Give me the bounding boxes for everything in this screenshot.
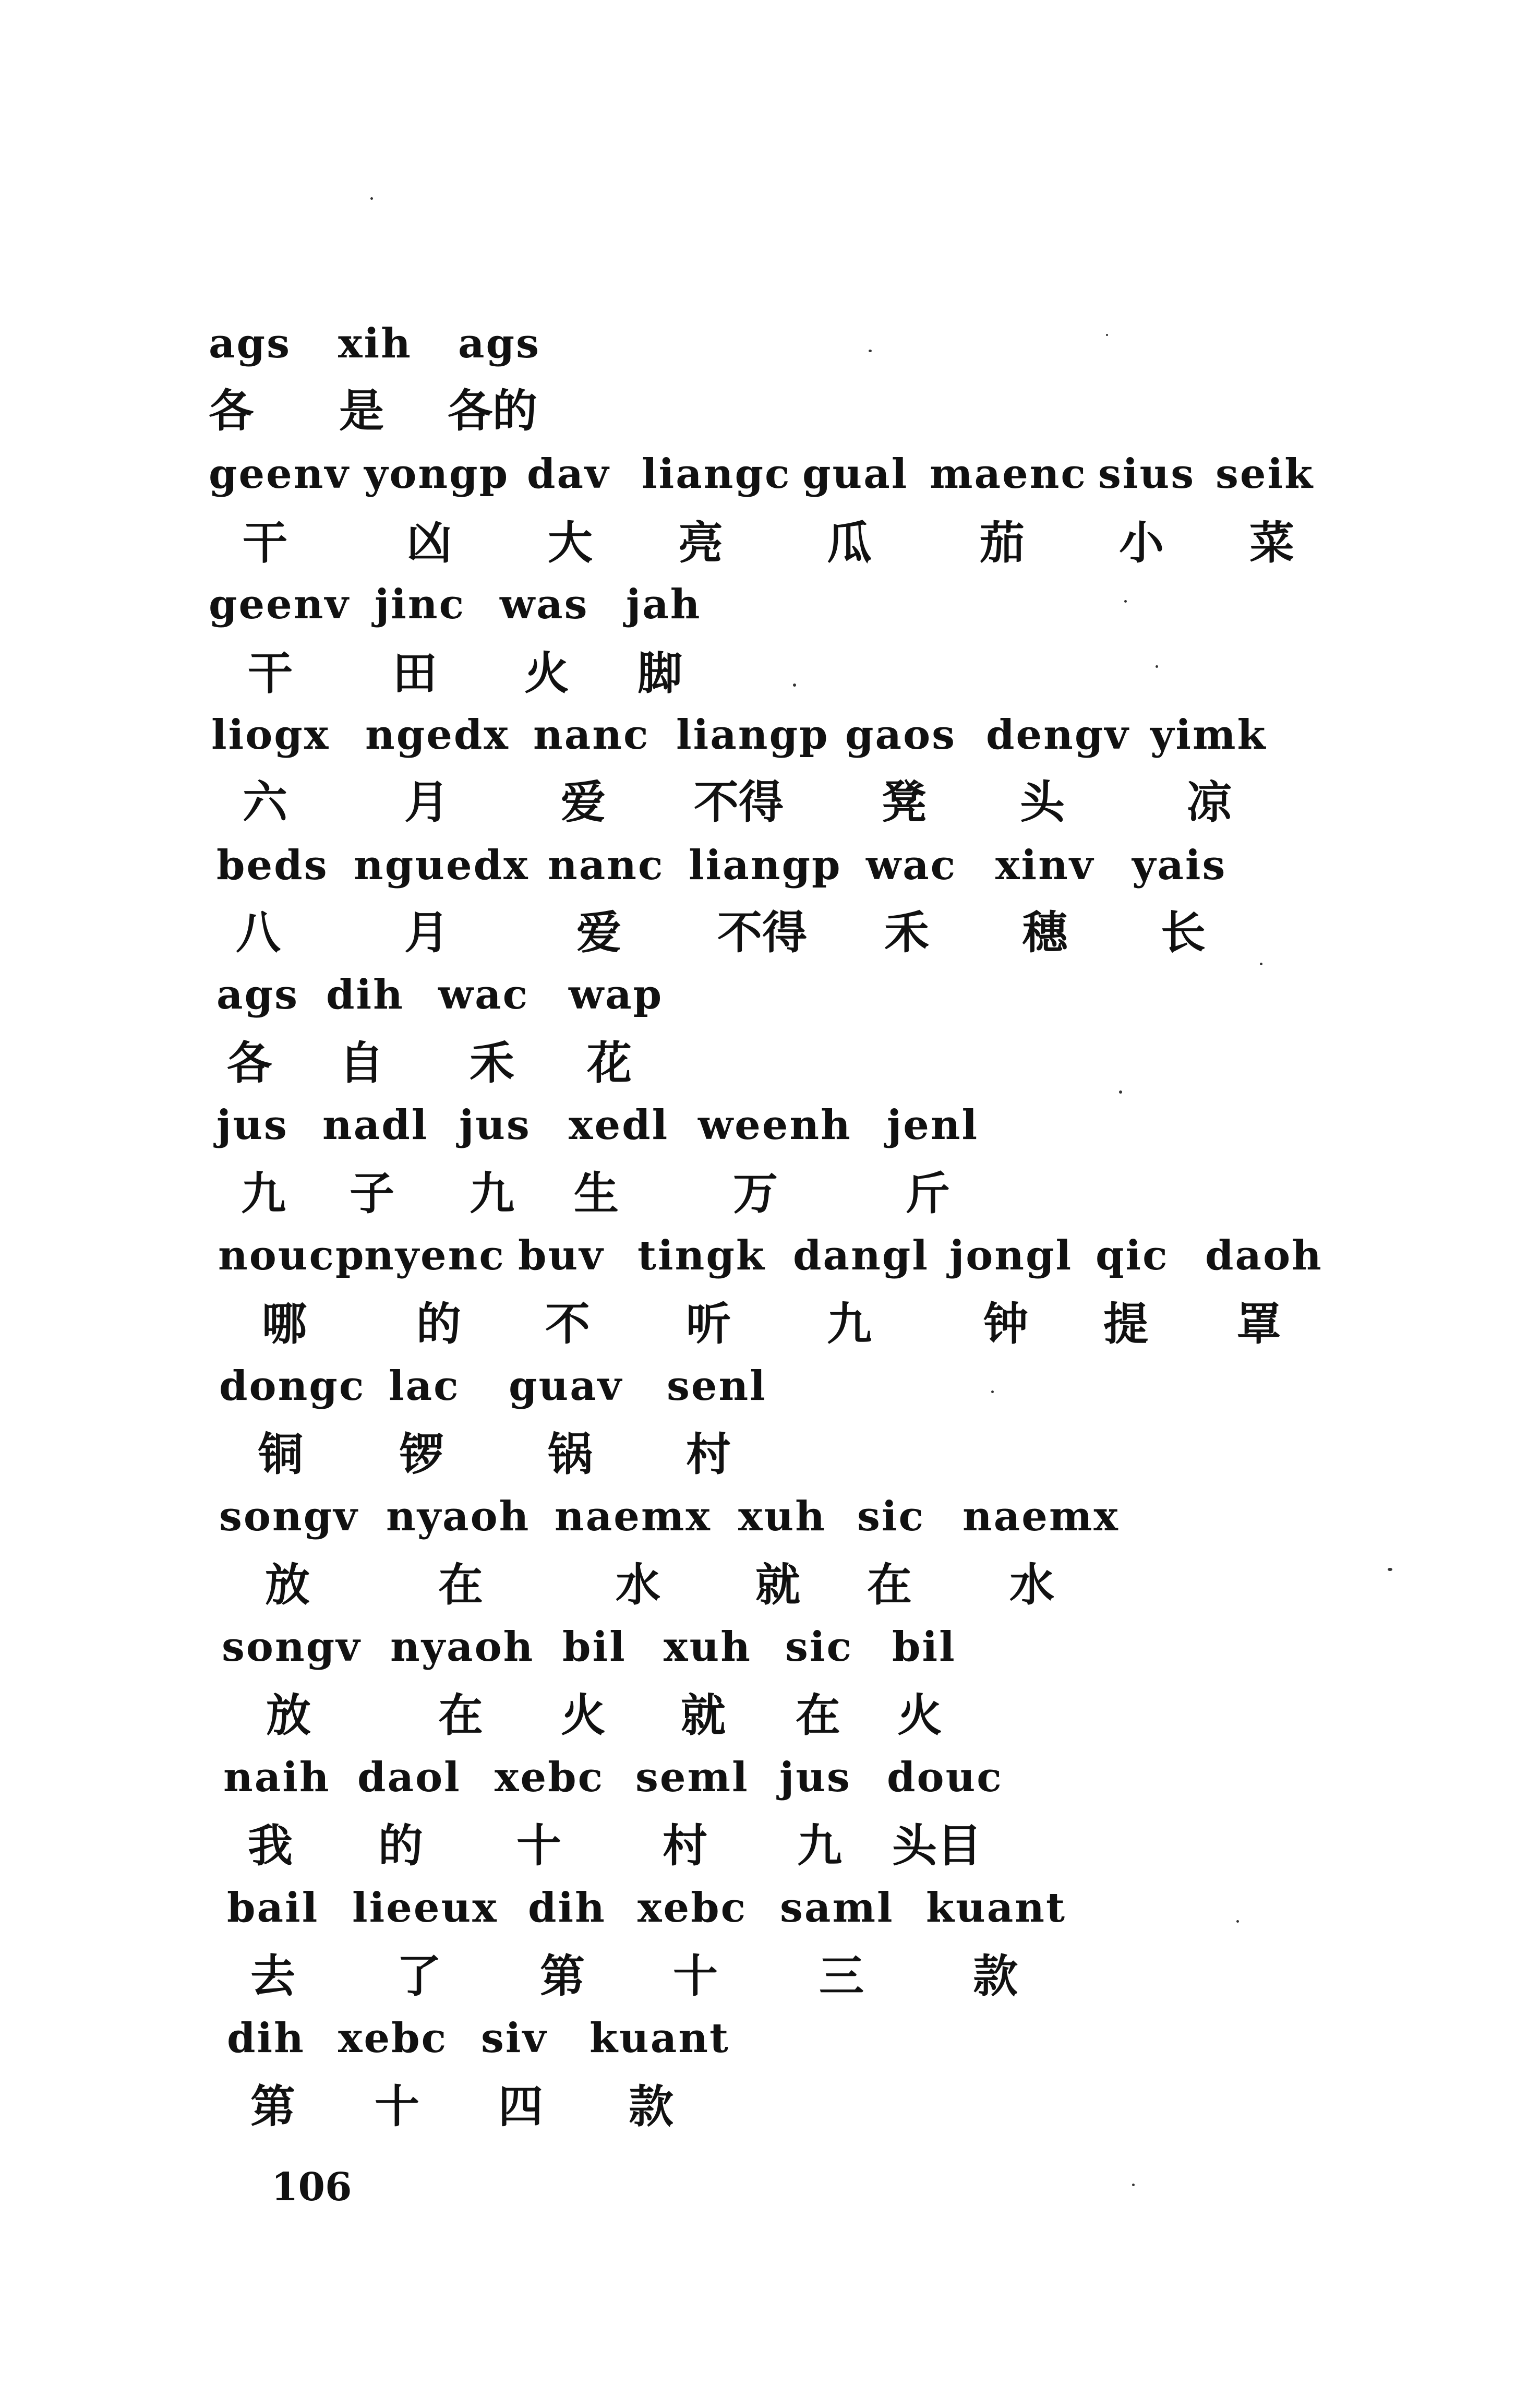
chinese-word: 瓜 (827, 517, 872, 569)
chinese-gloss-line (0, 1298, 1540, 1370)
romanized-line (0, 1623, 1540, 1695)
romanized-word: bail (227, 1884, 319, 1932)
chinese-word: 爱 (561, 776, 606, 829)
romanized-word: xinv (995, 842, 1095, 889)
romanized-word: xebc (338, 2015, 448, 2062)
chinese-gloss-line (0, 1820, 1540, 1891)
chinese-word: 菜 (1249, 517, 1294, 569)
romanized-word: jus (216, 1101, 288, 1149)
chinese-word: 在 (438, 1559, 483, 1611)
chinese-word: 九 (827, 1298, 872, 1350)
romanized-line (0, 320, 1540, 391)
chinese-word: 亮 (678, 517, 723, 569)
romanized-word: qic (1096, 1232, 1169, 1279)
chinese-word: 干 (248, 648, 293, 700)
romanized-line (0, 1101, 1540, 1173)
romanized-word: liogx (211, 711, 330, 759)
romanized-word: sic (785, 1623, 853, 1671)
chinese-word: 了 (396, 1950, 441, 2003)
chinese-word: 火 (561, 1689, 606, 1742)
romanized-line (0, 1362, 1540, 1434)
chinese-gloss-line (0, 1559, 1540, 1630)
romanized-word: xebc (495, 1754, 605, 1801)
chinese-gloss-line (0, 1950, 1540, 2022)
romanized-word: lieeux (352, 1884, 498, 1932)
chinese-word: 提 (1103, 1298, 1148, 1350)
romanized-word: nadl (322, 1101, 429, 1149)
scan-speck (991, 1390, 994, 1393)
romanized-word: kuant (926, 1884, 1067, 1932)
romanized-word: geenv (209, 450, 350, 498)
romanized-word: bil (892, 1623, 956, 1671)
chinese-word: 头 (1020, 776, 1065, 829)
chinese-word: 放 (265, 1559, 310, 1611)
romanized-line (0, 2015, 1540, 2086)
romanized-word: jus (459, 1101, 531, 1149)
chinese-word: 在 (438, 1689, 483, 1742)
chinese-gloss-line (0, 1429, 1540, 1500)
romanized-word: dih (326, 971, 404, 1018)
romanized-word: jongl (949, 1232, 1073, 1279)
chinese-gloss-line (0, 907, 1540, 978)
chinese-gloss-line (0, 648, 1540, 719)
romanized-word: seml (635, 1754, 749, 1801)
romanized-word: daol (357, 1754, 461, 1801)
chinese-word: 在 (796, 1689, 840, 1742)
scan-speck (1106, 334, 1108, 336)
chinese-word: 各 (227, 1037, 272, 1089)
romanized-word: xedl (569, 1101, 669, 1149)
chinese-gloss-line (0, 2081, 1540, 2152)
chinese-word: 是 (339, 385, 384, 437)
chinese-word: 九 (470, 1168, 514, 1220)
chinese-word: 各 (209, 385, 254, 437)
chinese-word: 火 (897, 1689, 942, 1742)
romanized-word: guav (509, 1362, 623, 1410)
romanized-word: jus (779, 1754, 851, 1801)
chinese-word: 长 (1161, 907, 1206, 959)
chinese-word: 十 (516, 1820, 561, 1872)
romanized-word: ags (209, 320, 291, 367)
romanized-word: seik (1216, 450, 1315, 498)
romanized-word: wac (438, 971, 530, 1018)
chinese-gloss-line (0, 1037, 1540, 1109)
romanized-line (0, 1493, 1540, 1564)
chinese-word: 爱 (576, 907, 621, 959)
chinese-word: 生 (574, 1168, 619, 1220)
chinese-word: 村 (663, 1820, 707, 1872)
chinese-word: 万 (733, 1168, 778, 1220)
chinese-word: 哪 (262, 1298, 307, 1350)
romanized-line (0, 1232, 1540, 1303)
chinese-word: 月 (404, 776, 449, 829)
romanized-word: dih (528, 1884, 606, 1932)
chinese-word: 大 (548, 517, 593, 569)
chinese-word: 子 (350, 1168, 394, 1220)
chinese-word: 三 (819, 1950, 864, 2003)
romanized-word: siv (481, 2015, 548, 2062)
scan-speck (1236, 1920, 1239, 1923)
romanized-word: nyaoh (390, 1623, 535, 1671)
romanized-word: daoh (1205, 1232, 1323, 1279)
scan-speck (370, 197, 373, 200)
chinese-word: 款 (973, 1950, 1018, 2003)
romanized-line (0, 1754, 1540, 1825)
chinese-word: 凶 (407, 517, 452, 569)
romanized-word: yongp (364, 450, 510, 498)
romanized-word: xih (338, 320, 412, 367)
romanized-line (0, 842, 1540, 913)
chinese-word: 四 (498, 2081, 543, 2133)
romanized-word: liangp (689, 842, 842, 889)
chinese-word: 第 (540, 1950, 585, 2003)
romanized-word: nyenc (364, 1232, 506, 1279)
chinese-word: 九 (241, 1168, 286, 1220)
chinese-word: 罩 (1236, 1298, 1281, 1350)
chinese-word: 田 (392, 648, 437, 700)
romanized-word: liangp (676, 711, 829, 759)
romanized-line (0, 581, 1540, 652)
chinese-word: 凉 (1187, 776, 1232, 829)
chinese-word: 火 (524, 648, 569, 700)
chinese-word: 锣 (399, 1429, 444, 1481)
romanized-word: ngedx (365, 711, 510, 759)
romanized-word: dangl (793, 1232, 929, 1279)
romanized-word: songv (222, 1623, 362, 1671)
chinese-word: 九 (797, 1820, 842, 1872)
romanized-word: jenl (887, 1101, 979, 1149)
romanized-word: nguedx (354, 842, 530, 889)
romanized-word: geenv (209, 581, 350, 628)
scan-speck (1260, 963, 1262, 965)
scan-speck (1388, 1568, 1392, 1571)
chinese-gloss-line (0, 1168, 1540, 1239)
romanized-word: noucp (218, 1232, 366, 1279)
chinese-word: 款 (629, 2081, 673, 2133)
chinese-word: 禾 (884, 907, 929, 959)
chinese-word: 脚 (637, 648, 682, 700)
romanized-word: jah (626, 581, 702, 628)
chinese-word: 钟 (983, 1298, 1028, 1350)
romanized-word: tingk (637, 1232, 766, 1279)
chinese-word: 放 (266, 1689, 311, 1742)
romanized-word: wap (569, 971, 664, 1018)
chinese-word: 就 (755, 1559, 800, 1611)
chinese-word: 去 (250, 1950, 295, 2003)
chinese-word: 十 (375, 2081, 419, 2133)
romanized-word: ags (458, 320, 540, 367)
romanized-word: dengv (986, 711, 1130, 759)
chinese-word: 花 (587, 1037, 632, 1089)
scan-speck (1119, 1090, 1122, 1094)
chinese-word: 头目 (892, 1820, 982, 1872)
chinese-gloss-line (0, 385, 1540, 457)
chinese-word: 在 (867, 1559, 912, 1611)
chinese-gloss-line (0, 776, 1540, 848)
romanized-word: naemx (555, 1493, 712, 1540)
chinese-word: 的 (378, 1820, 423, 1872)
romanized-word: xuh (738, 1493, 826, 1540)
romanized-word: bil (562, 1623, 627, 1671)
scan-speck (869, 350, 872, 352)
chinese-word: 十 (673, 1950, 718, 2003)
romanized-word: weenh (698, 1101, 852, 1149)
chinese-word: 干 (243, 517, 287, 569)
chinese-word: 八 (236, 907, 281, 959)
romanized-word: naemx (962, 1493, 1120, 1540)
romanized-word: lac (389, 1362, 460, 1410)
page-number: 106 (271, 2165, 352, 2210)
romanized-word: sic (857, 1493, 925, 1540)
romanized-line (0, 971, 1540, 1042)
chinese-word: 自 (339, 1037, 384, 1089)
chinese-word: 就 (681, 1689, 726, 1742)
scan-speck (1124, 600, 1127, 603)
chinese-word: 茄 (980, 517, 1025, 569)
romanized-word: liangc (642, 450, 791, 498)
romanized-word: was (500, 581, 589, 628)
chinese-word: 斤 (905, 1168, 950, 1220)
chinese-gloss-line (0, 517, 1540, 589)
romanized-word: songv (219, 1493, 359, 1540)
romanized-word: saml (780, 1884, 894, 1932)
romanized-word: nanc (533, 711, 650, 759)
romanized-word: yais (1132, 842, 1227, 889)
romanized-word: maenc (930, 450, 1087, 498)
romanized-word: gual (802, 450, 909, 498)
romanized-word: douc (887, 1754, 1003, 1801)
chinese-word: 水 (1009, 1559, 1054, 1611)
romanized-word: buv (518, 1232, 605, 1279)
chinese-word: 第 (250, 2081, 295, 2133)
romanized-word: ags (216, 971, 299, 1018)
romanized-line (0, 450, 1540, 522)
romanized-word: dih (227, 2015, 305, 2062)
chinese-word: 锅 (548, 1429, 593, 1481)
romanized-word: jinc (375, 581, 466, 628)
romanized-line (0, 1884, 1540, 1956)
chinese-word: 各的 (448, 385, 537, 437)
romanized-word: naih (223, 1754, 331, 1801)
scan-speck (1132, 2184, 1135, 2186)
chinese-word: 穗 (1022, 907, 1067, 959)
chinese-word: 水 (616, 1559, 660, 1611)
romanized-word: nanc (548, 842, 665, 889)
romanized-word: yimk (1150, 711, 1267, 759)
chinese-word: 六 (243, 776, 287, 829)
scan-speck (793, 684, 796, 687)
romanized-word: senl (667, 1362, 767, 1410)
romanized-word: kuant (589, 2015, 730, 2062)
chinese-word: 不得 (694, 776, 784, 829)
chinese-word: 的 (416, 1298, 461, 1350)
romanized-line (0, 711, 1540, 783)
chinese-word: 禾 (470, 1037, 514, 1089)
romanized-word: gaos (845, 711, 957, 759)
chinese-word: 我 (248, 1820, 293, 1872)
romanized-word: sius (1098, 450, 1196, 498)
romanized-word: dongc (219, 1362, 366, 1410)
chinese-word: 听 (686, 1298, 731, 1350)
chinese-word: 不得 (717, 907, 807, 959)
romanized-word: wac (866, 842, 957, 889)
chinese-gloss-line (0, 1689, 1540, 1761)
chinese-word: 凳 (882, 776, 927, 829)
romanized-word: xuh (664, 1623, 752, 1671)
romanized-word: dav (527, 450, 610, 498)
chinese-word: 村 (686, 1429, 731, 1481)
chinese-word: 不 (545, 1298, 590, 1350)
romanized-word: nyaoh (386, 1493, 531, 1540)
scan-speck (1156, 665, 1158, 668)
romanized-word: beds (216, 842, 329, 889)
chinese-word: 小 (1119, 517, 1164, 569)
romanized-word: xebc (637, 1884, 748, 1932)
chinese-word: 月 (404, 907, 449, 959)
chinese-word: 铜 (258, 1429, 303, 1481)
